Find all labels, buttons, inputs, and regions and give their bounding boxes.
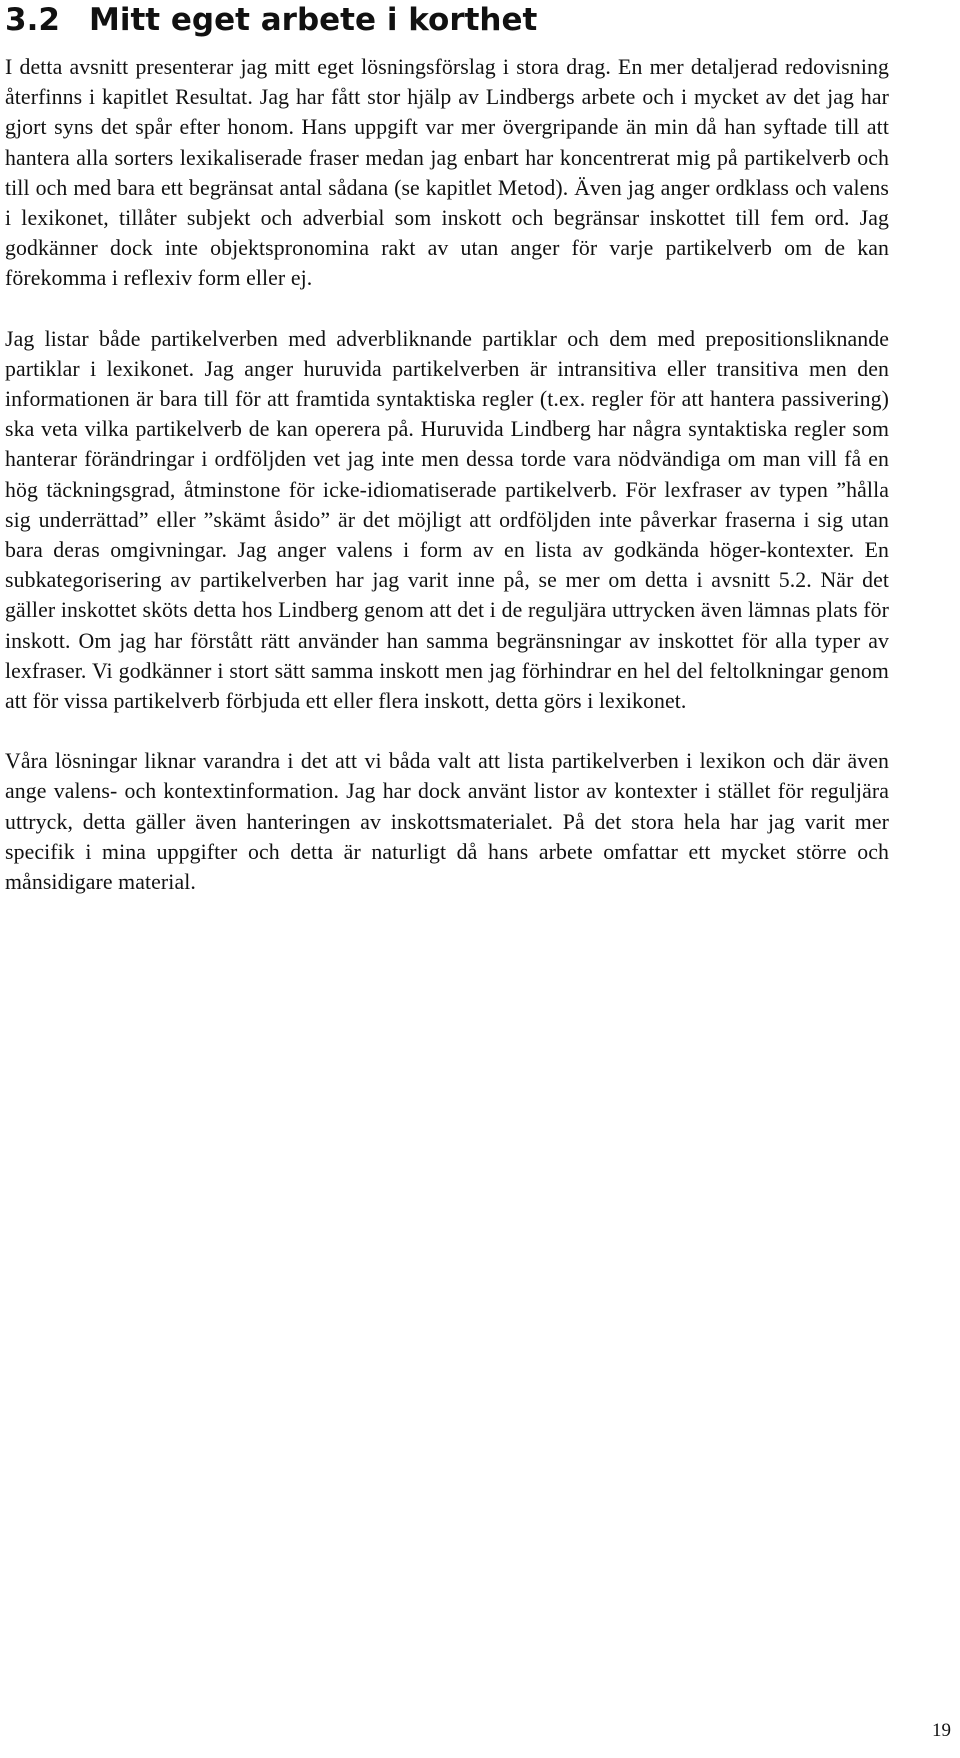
section-heading xyxy=(5,0,889,42)
paragraph-comparison: Våra lösningar liknar varandra i det att vi båda valt att lista partikelverben i lexikon och där även ange valens- och kontextinformation. Jag har dock använt listor av kontexter i stället för reguljära uttryck, detta gäller även hanteringen av inskottsmaterialet. På det stora hela har jag varit mer specifik i mina uppgifter och detta är naturligt då hans arbete omfattar ett mycket större och månsidigare material. xyxy=(5,749,889,895)
page-number: 19 xyxy=(932,1720,951,1741)
document-page xyxy=(5,0,889,897)
paragraph-method: Jag listar både partikelverben med adverbliknande partiklar och dem med prepositionsliknande partiklar i lexikonet. Jag anger huruvida partikelverben är intransitiva eller transitiva men den informationen är bara till för att framtida syntaktiska regler (t.ex. regler för att hantera passivering) ska veta vilka partikelverb de kan operera på. Huruvida Lindberg har några syntaktiska regler som hanterar förändringar i ordföljden vet jag inte men dessa torde vara nödvändiga om man vill få en hög täckningsgrad, åtminstone för icke-idiomatiserade partikelverb. För lexfraser av typen ”hålla sig underrättad” eller ”skämt åsido” är det möjligt att ordföljden inte påverkar fraserna i sig utan bara deras omgivningar. Jag anger valens i form av en lista av godkända höger-kontexter. En subkategorisering av partikelverben har jag varit inne på, se mer om detta i avsnitt 5.2. När det gäller inskottet sköts detta hos Lindberg genom att det i de reguljära uttrycken även lämnas plats för inskott. Om jag har förstått rätt använder han samma begränsningar av inskottet för alla typer av lexfraser. Vi godkänner i stort sätt samma inskott men jag förhindrar en hel del feltolkningar genom att för vissa partikelverb förbjuda ett eller flera inskott, detta görs i lexikonet. xyxy=(5,326,889,714)
paragraph-intro: I detta avsnitt presenterar jag mitt eget lösningsförslag i stora drag. En mer detaljerad redovisning återfinns i kapitlet Resultat. Jag har fått stor hjälp av Lindbergs arbete och i mycket av det jag har gjort syns det spår efter honom. Hans uppgift var mer övergripande än min då han syftade till att hantera alla sorters lexikaliserade fraser medan jag enbart har koncentrerat mig på partikelverb och till och med bara ett begränsat antal sådana (se kapitlet Metod). Även jag anger ordklass och valens i lexikonet, tillåter subjekt och adverbial som inskott och begränsar inskottet till fem ord. Jag godkänner dock inte objektspronomina rakt av utan anger för varje partikelverb om de kan förekomma i reflexiv form eller ej. xyxy=(5,55,889,291)
section-number: 3.2 xyxy=(5,2,60,38)
section-title: Mitt eget arbete i korthet xyxy=(89,2,538,38)
